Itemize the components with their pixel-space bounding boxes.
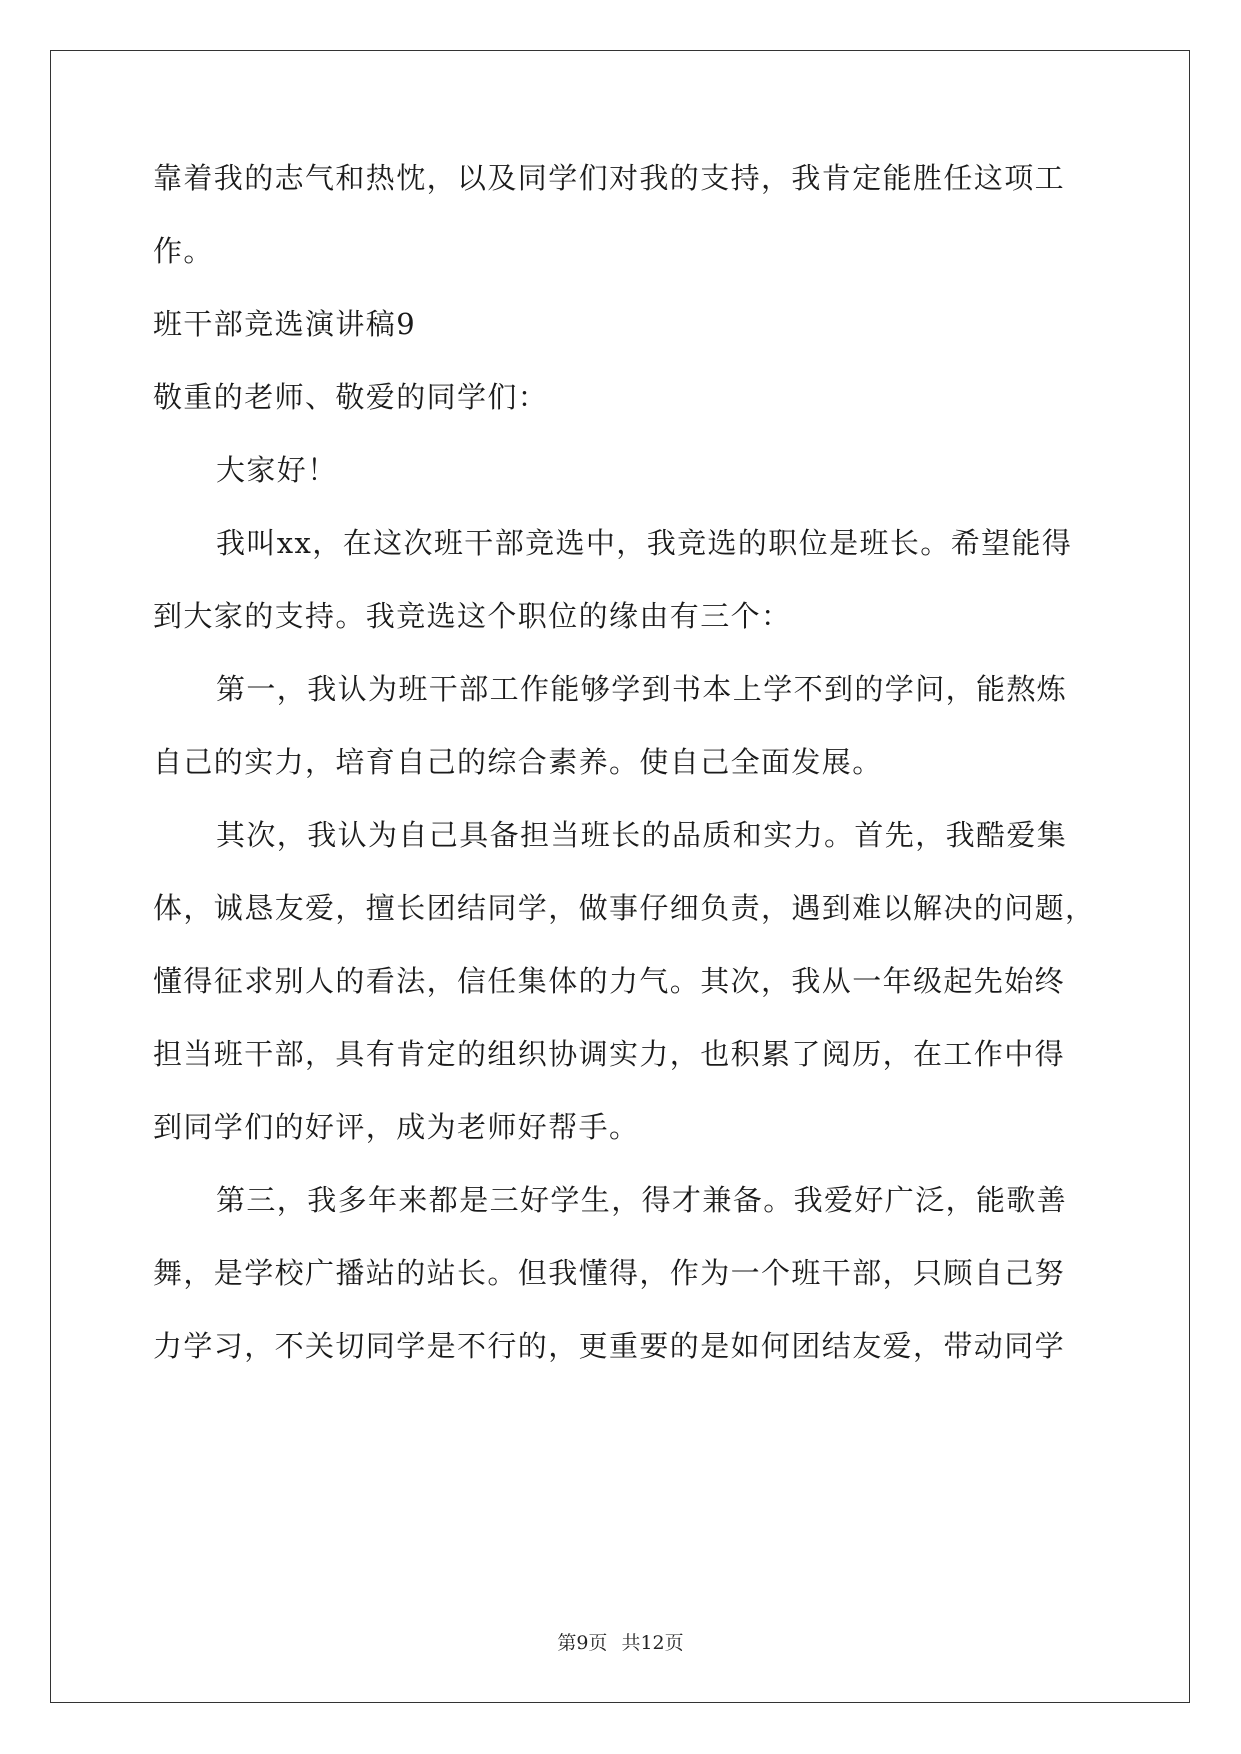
greeting: 大家好！	[216, 453, 338, 487]
text-line: 作。	[153, 234, 214, 268]
page-footer	[0, 1628, 1241, 1655]
text-line: 到大家的支持。我竞选这个职位的缘由有三个：	[153, 599, 792, 633]
text-line: 我叫xx，在这次班干部竞选中，我竞选的职位是班长。希望能得	[216, 526, 1073, 560]
text-line: 自己的实力，培育自己的综合素养。使自己全面发展。	[153, 745, 883, 779]
text-line: 懂得征求别人的看法，信任集体的力气。其次，我从一年级起先始终	[153, 964, 1066, 998]
page-border	[50, 50, 1190, 1703]
text-line: 担当班干部，具有肯定的组织协调实力，也积累了阅历，在工作中得	[153, 1037, 1066, 1071]
salutation: 敬重的老师、敬爱的同学们：	[153, 380, 549, 414]
text-line: 第三，我多年来都是三好学生，得才兼备。我爱好广泛，能歌善	[216, 1183, 1068, 1217]
text-line: 到同学们的好评，成为老师好帮手。	[153, 1110, 640, 1144]
page-number: 第9页	[557, 1632, 608, 1654]
text-line: 第一，我认为班干部工作能够学到书本上学不到的学问，能熬炼	[216, 672, 1068, 706]
page-total: 共12页	[621, 1632, 684, 1654]
text-line: 体，诚恳友爱，擅长团结同学，做事仔细负责，遇到难以解决的问题，	[153, 891, 1096, 925]
section-heading: 班干部竞选演讲稿9	[153, 307, 417, 341]
text-line: 靠着我的志气和热忱，以及同学们对我的支持，我肯定能胜任这项工	[153, 161, 1066, 195]
text-line: 力学习，不关切同学是不行的，更重要的是如何团结友爱，带动同学	[153, 1329, 1066, 1363]
text-line: 其次，我认为自己具备担当班长的品质和实力。首先，我酷爱集	[216, 818, 1068, 852]
text-line: 舞，是学校广播站的站长。但我懂得，作为一个班干部，只顾自己努	[153, 1256, 1066, 1290]
